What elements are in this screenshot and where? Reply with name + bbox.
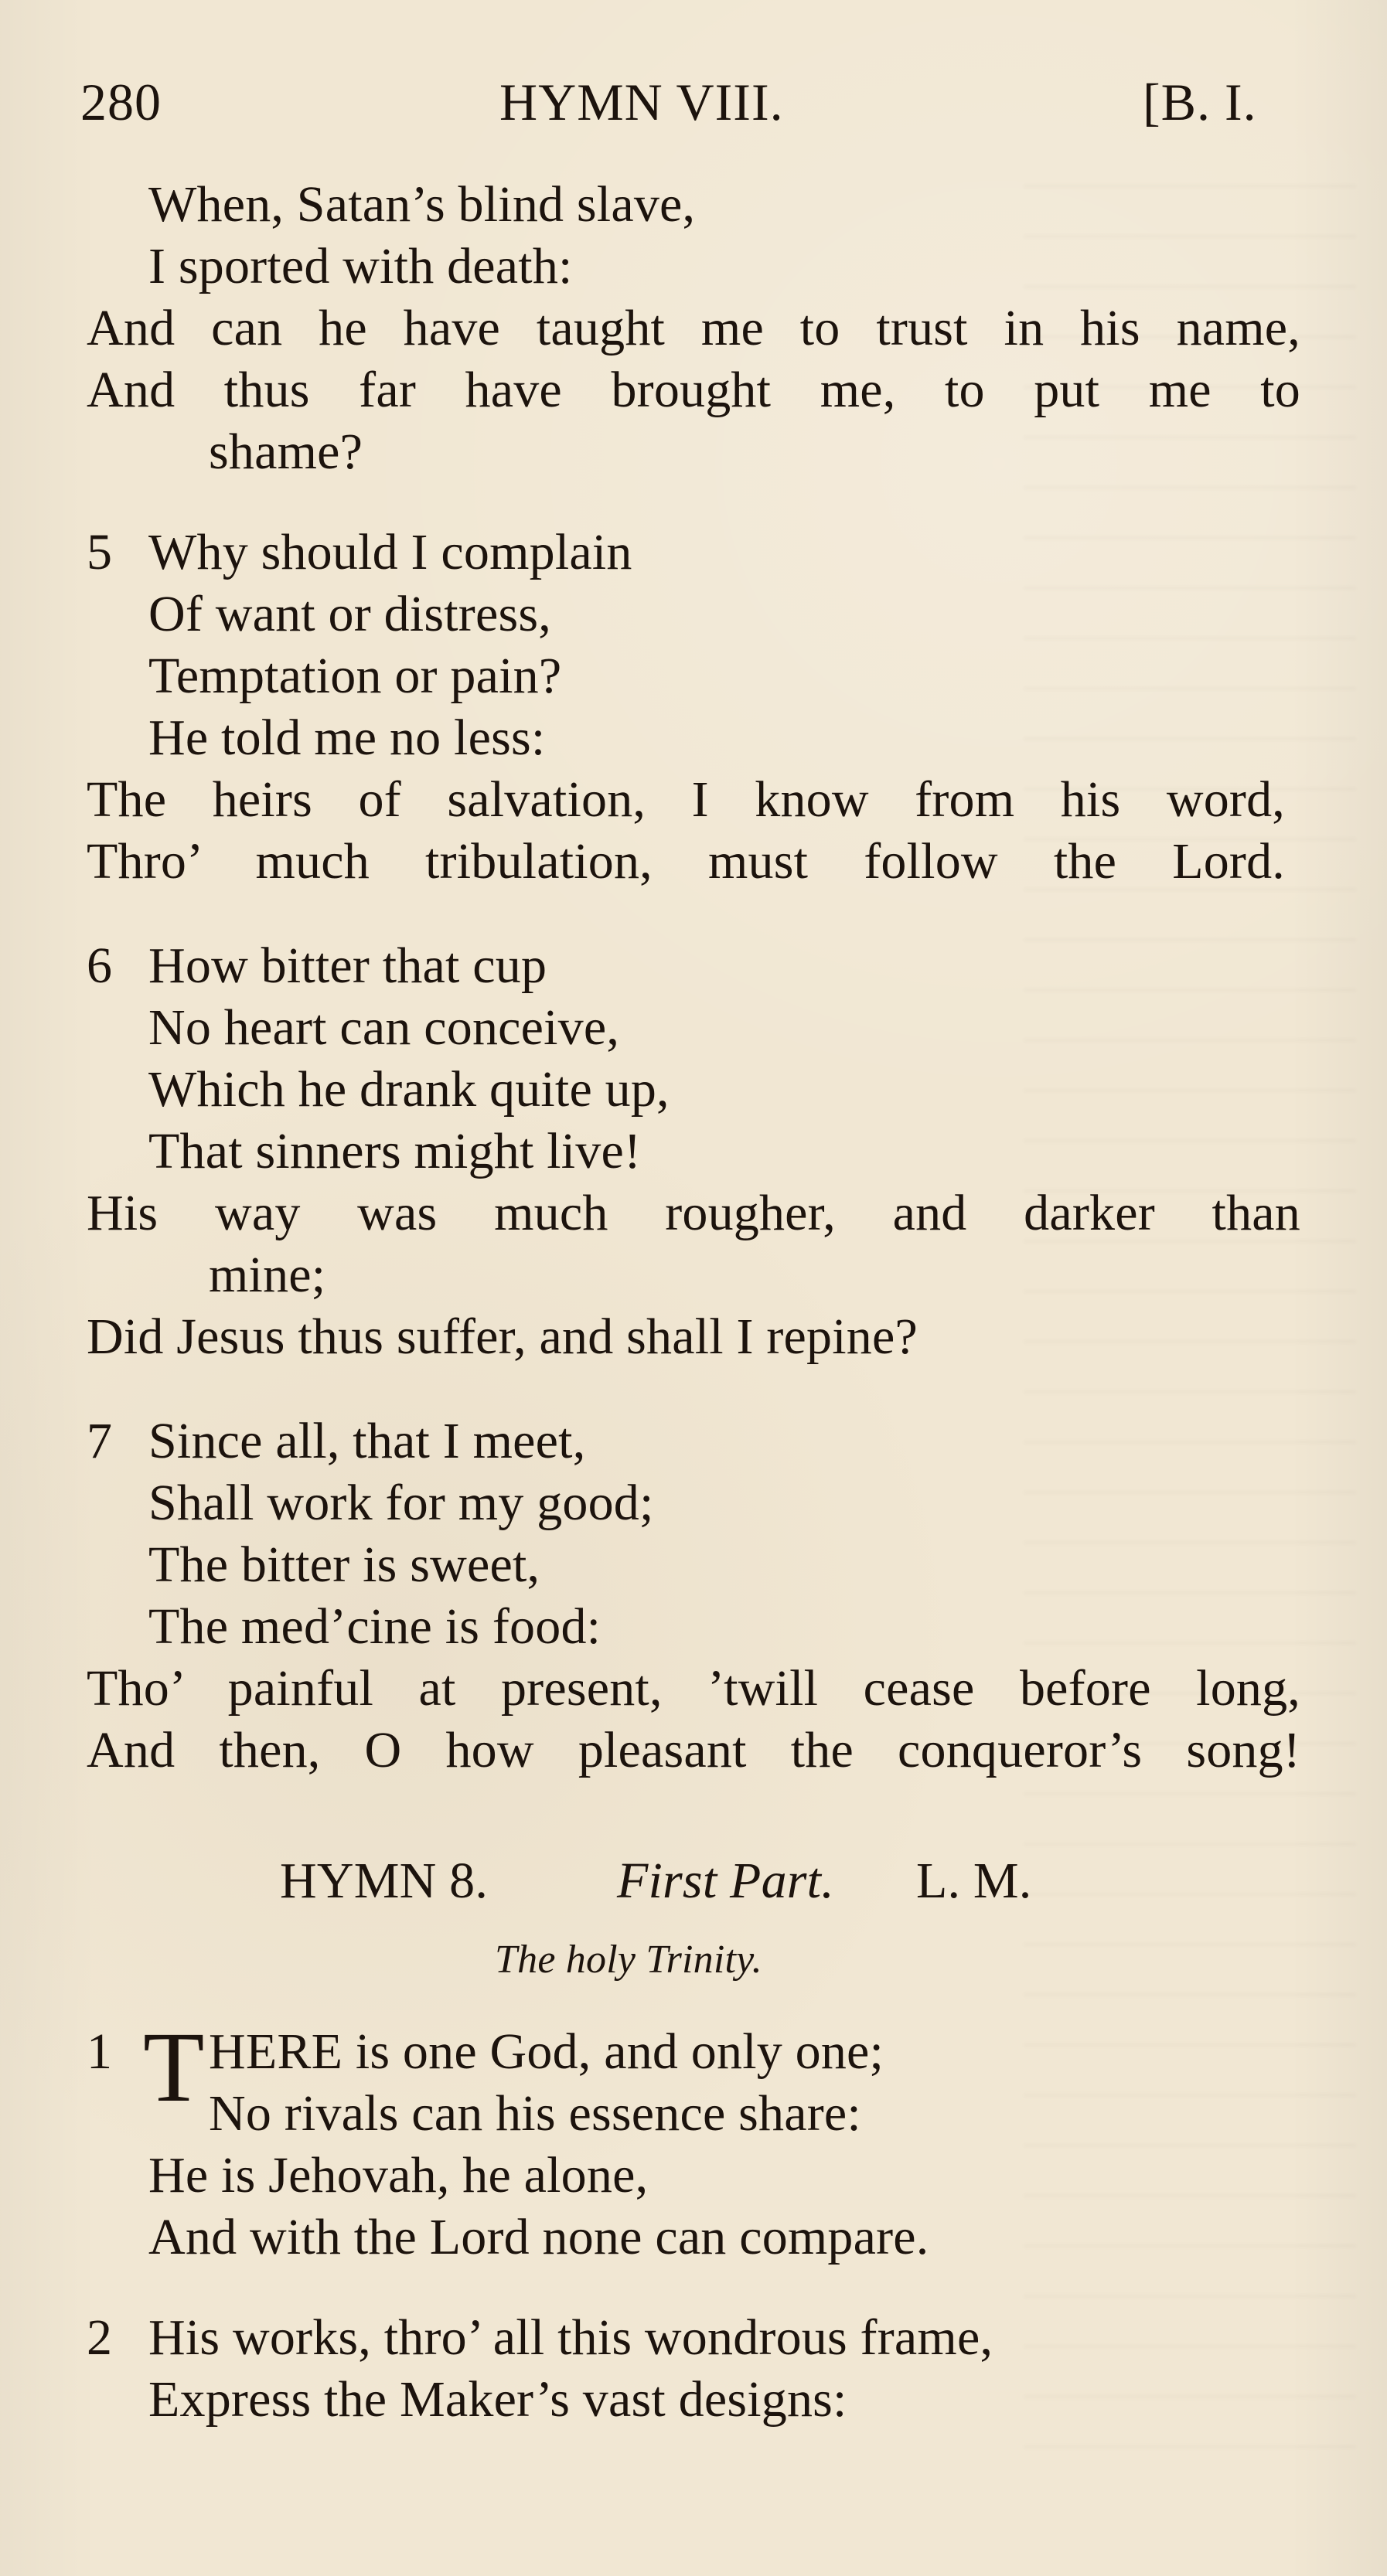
hymn-line: No heart can conceive, bbox=[148, 999, 620, 1056]
hymn-line: Shall work for my good; bbox=[148, 1475, 654, 1531]
hymn-line: And with the Lord none can compare. bbox=[148, 2209, 929, 2265]
stanza-number: 1 bbox=[87, 2023, 112, 2080]
hymn-line: Since all, that I meet, bbox=[148, 1413, 586, 1469]
hymn-heading-number: HYMN 8. bbox=[280, 1853, 489, 1909]
stanza-number: 5 bbox=[87, 524, 112, 580]
hymn-line: shame? bbox=[209, 424, 363, 480]
page-show-through-texture bbox=[1024, 139, 1356, 2458]
hymn-line: Express the Maker’s vast designs: bbox=[148, 2371, 847, 2428]
hymn-line: That sinners might live! bbox=[148, 1123, 642, 1179]
hymn-line: And thus far have brought me, to put me to bbox=[87, 362, 1300, 418]
drop-cap: T bbox=[143, 2012, 205, 2123]
hymn-line: When, Satan’s blind slave, bbox=[148, 176, 696, 233]
hymn-line: His works, thro’ all this wondrous frame, bbox=[148, 2309, 993, 2366]
hymn-subtitle: The holy Trinity. bbox=[495, 1938, 762, 1982]
hymn-line: Temptation or pain? bbox=[148, 648, 562, 704]
page-number: 280 bbox=[80, 73, 162, 131]
hymn-line: And then, O how pleasant the conqueror’s song! bbox=[87, 1722, 1300, 1778]
hymn-line: Why should I complain bbox=[148, 524, 632, 580]
hymn-line: Tho’ painful at present, ’twill cease before long, bbox=[87, 1660, 1300, 1717]
hymn-line: The med’cine is food: bbox=[148, 1598, 601, 1655]
hymn-heading-part: First Part. bbox=[617, 1853, 834, 1909]
section-marker: [B. I. bbox=[1143, 73, 1257, 131]
hymn-line: He told me no less: bbox=[148, 710, 546, 766]
stanza-number: 6 bbox=[87, 938, 112, 994]
stanza-number: 2 bbox=[87, 2309, 112, 2366]
hymn-line: mine; bbox=[209, 1247, 326, 1303]
hymn-line: He is Jehovah, he alone, bbox=[148, 2147, 649, 2203]
hymn-line: I sported with death: bbox=[148, 238, 573, 294]
running-title: HYMN VIII. bbox=[499, 73, 784, 131]
hymn-line: His way was much rougher, and darker than bbox=[87, 1185, 1300, 1241]
hymn-line: No rivals can his essence share: bbox=[209, 2085, 861, 2142]
hymn-heading-meter: L. M. bbox=[916, 1853, 1032, 1909]
stanza-number: 7 bbox=[87, 1413, 112, 1469]
hymn-line: Of want or distress, bbox=[148, 586, 551, 642]
hymn-line: Which he drank quite up, bbox=[148, 1061, 670, 1118]
hymn-line: The bitter is sweet, bbox=[148, 1536, 540, 1593]
hymn-line: The heirs of salvation, I know from his word, bbox=[87, 771, 1285, 828]
hymn-line: How bitter that cup bbox=[148, 938, 547, 994]
hymn-line: Thro’ much tribulation, must follow the Lord. bbox=[87, 833, 1285, 890]
hymn-line: And can he have taught me to trust in his name, bbox=[87, 300, 1300, 356]
hymn-line: HERE is one God, and only one; bbox=[209, 2023, 884, 2080]
hymn-line: Did Jesus thus suffer, and shall I repine? bbox=[87, 1308, 918, 1365]
